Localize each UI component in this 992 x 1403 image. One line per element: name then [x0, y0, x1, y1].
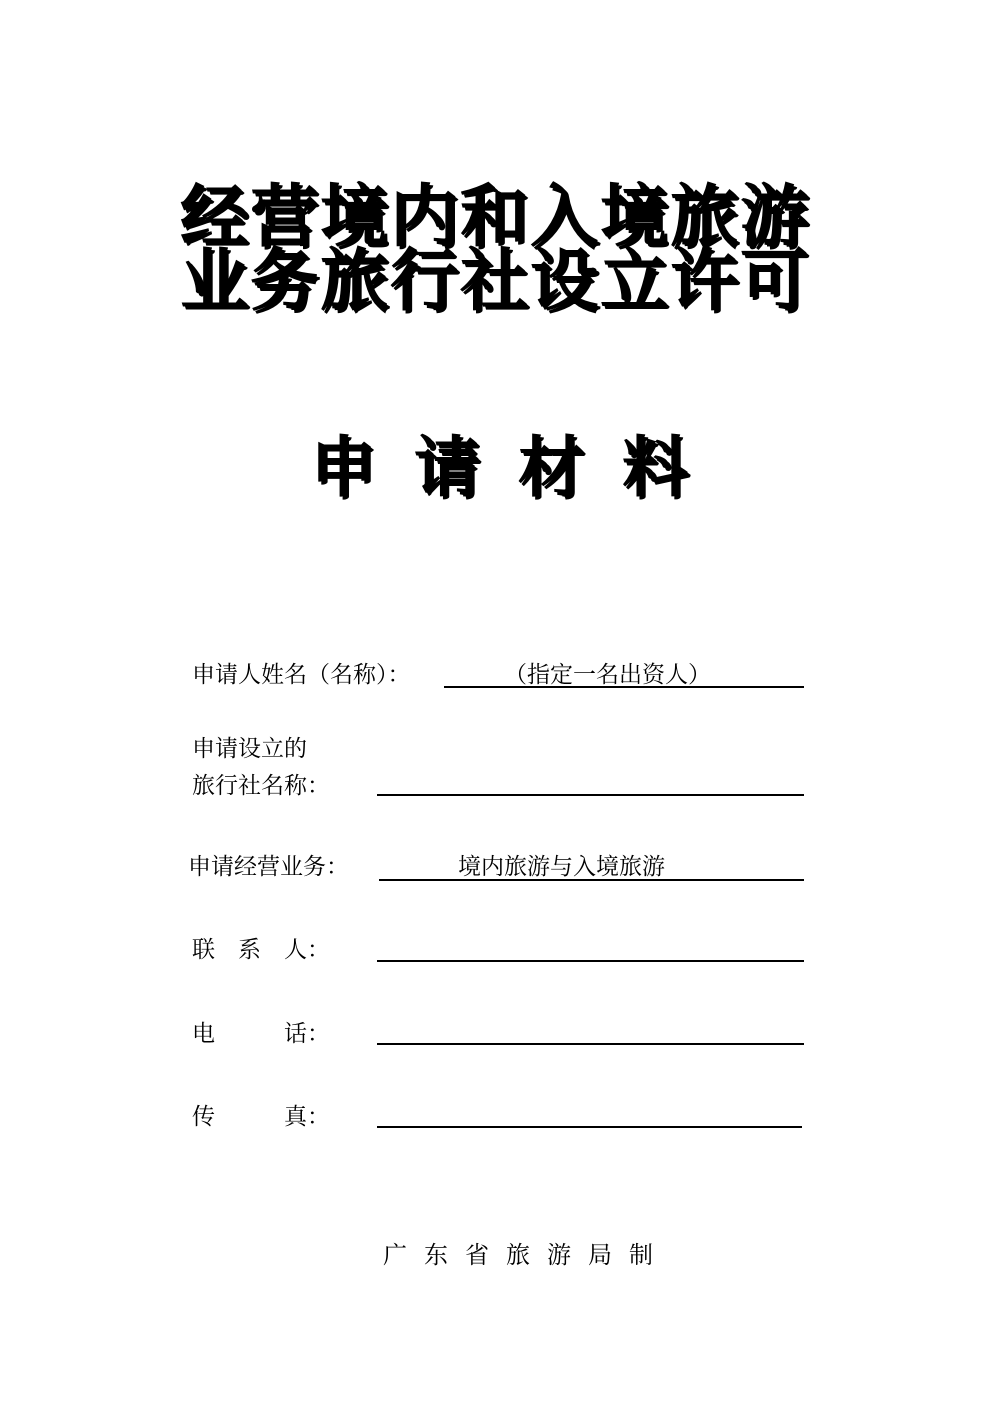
agency-name-label-line1: 申请设立的: [192, 736, 307, 762]
issuer-footer: 广东省旅游局制: [383, 1241, 670, 1269]
agency-name-label-line2: 旅行社名称：: [192, 773, 330, 799]
phone-label: 电 话：: [192, 1021, 330, 1047]
applicant-label: 申请人姓名（名称）：: [192, 662, 411, 688]
contact-label: 联 系 人：: [192, 937, 330, 963]
title-line-2: 业务旅行社设立许可: [180, 241, 811, 321]
applicant-value: （指定一名出资人）: [504, 662, 711, 688]
contact-underline: [377, 960, 804, 962]
fax-label: 传 真：: [192, 1104, 330, 1130]
business-label: 申请经营业务：: [188, 854, 349, 880]
title-line-1: 经营境内和入境旅游: [180, 177, 811, 257]
fax-underline: [377, 1126, 802, 1128]
phone-underline: [377, 1043, 804, 1045]
subtitle: 申请材料: [310, 428, 726, 506]
business-value: 境内旅游与入境旅游: [458, 854, 665, 880]
agency-name-underline: [377, 794, 804, 796]
